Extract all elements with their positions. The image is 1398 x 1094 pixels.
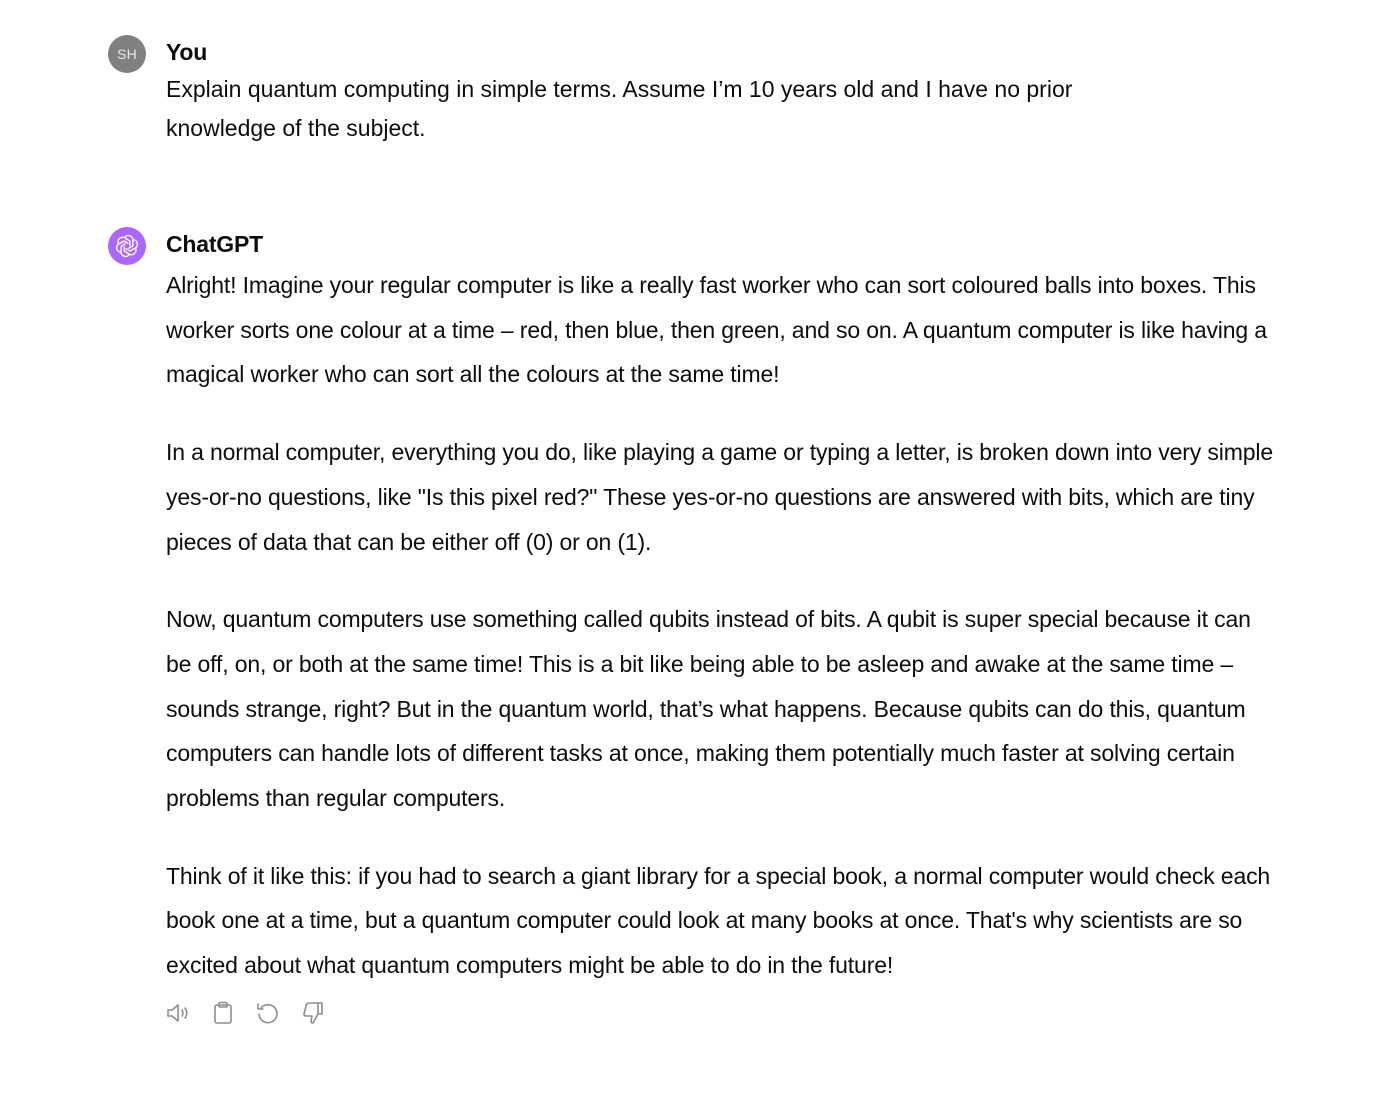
openai-logo-icon <box>114 233 140 259</box>
regenerate-icon <box>254 999 282 1027</box>
user-avatar-initials: SH <box>117 46 137 62</box>
assistant-paragraph: Now, quantum computers use something called qubits instead of bits. A qubit is super special because it can be off, on, or both at the same time! This is a bit like being able to be asleep and awake at the same time – sounds strange, right? But in the quantum world, that’s what happens. Because qubits can do this, quantum computers can handle lots of different tasks at once, making them potentially much faster at solving certain problems than regular computers. <box>166 606 1251 812</box>
bad-response-button[interactable] <box>299 999 327 1027</box>
thumbs-down-icon <box>299 999 327 1027</box>
message-action-bar <box>164 999 327 1027</box>
regenerate-button[interactable] <box>254 999 282 1027</box>
assistant-message-body <box>166 263 1281 1021</box>
user-message-text: Explain quantum computing in simple terms. Assume I’m 10 years old and I have no prior knowledge of the subject. <box>166 76 1073 141</box>
copy-button[interactable] <box>209 999 237 1027</box>
assistant-paragraph: Think of it like this: if you had to search a giant library for a special book, a normal computer would check each book one at a time, but a quantum computer could look at many books at once. That's why scientists are so excited about what quantum computers might be able to do in the future! <box>166 862 1271 979</box>
clipboard-icon <box>209 999 237 1027</box>
user-author-name: You <box>166 39 208 65</box>
read-aloud-button[interactable] <box>164 999 192 1027</box>
assistant-author-name: ChatGPT <box>166 231 263 257</box>
assistant-paragraph: Alright! Imagine your regular computer is like a really fast worker who can sort coloured balls into boxes. This worker sorts one colour at a time – red, then blue, then green, and so on. A quantum computer is like having a magical worker who can sort all the colours at the same time! <box>166 272 1267 388</box>
assistant-avatar <box>108 227 146 265</box>
user-avatar <box>108 35 146 73</box>
assistant-paragraph: In a normal computer, everything you do, like playing a game or typing a letter, is broken down into very simple yes-or-no questions, like "Is this pixel red?" These yes-or-no questions are answered with bits, which are tiny pieces of data that can be either off (0) or on (1). <box>166 439 1273 555</box>
speaker-icon <box>164 999 192 1027</box>
